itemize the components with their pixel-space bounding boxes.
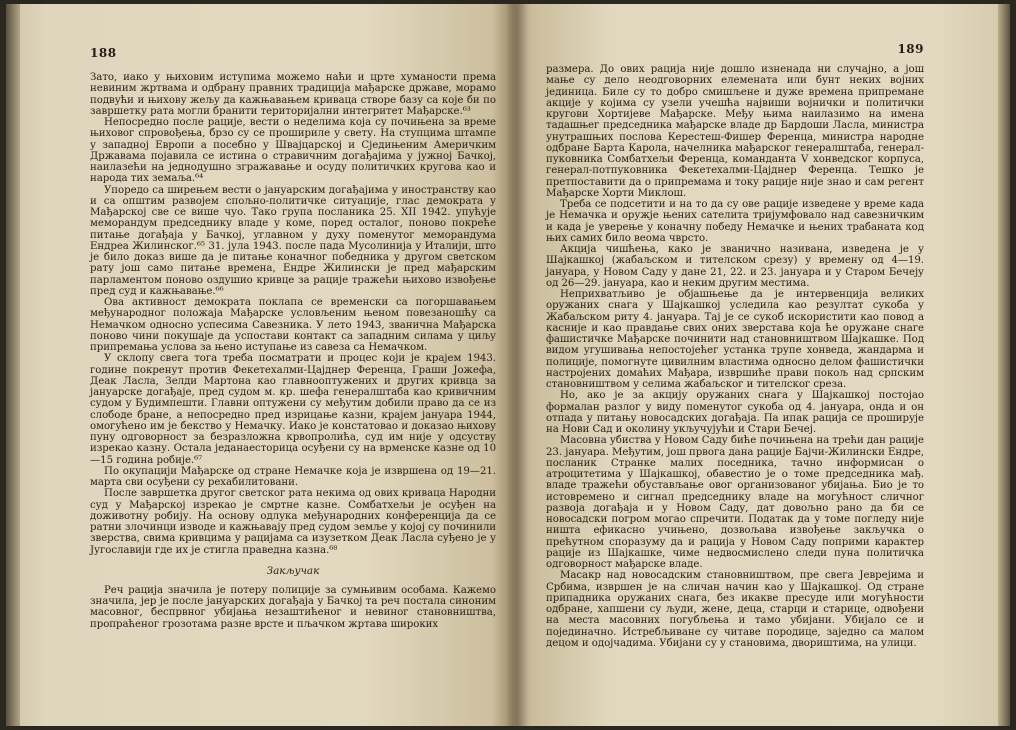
paragraph: Зато, иако у њиховим иступима можемо наћи и црте хуманости према невиним жртвама и одбрану правних традиција мађарске државе, морамо подвући и њихову жељу да кажњавањем криваца створе базу са које би по завршетку рата могли бранити територијални интегритет Мађарске.⁶³: [90, 72, 496, 117]
right-page: [512, 4, 1010, 726]
paragraph: Непосредно после рације, вести о неделима која су почињена за време њиховог спровођења, брзо су се прошириле у свету. На ступцима штампе у западној Европи а посебно у Швајцарској и Сједињеним Америчким Државама појавила се истина о стравичним догађајима у јужној Бачкој, наилазећи на једнодушно згражавање и осуду политичких кругова као и народа тих земаља.⁶⁴: [90, 117, 496, 185]
paragraph: По окупацији Мађарске од стране Немачке која је извршена од 19—21. марта сви осуђени су рехабилитовани.: [90, 465, 496, 488]
page-number-left: 188: [90, 46, 117, 60]
paragraph: После завршетка другог светског рата некима од ових криваца Народни суд у Мађарској изрекао је смртне казне. Сомбатхељи је осуђен на доживотну робију. На основу одлука међународних конференција да се ратни злочинци изводе и кажњавају пред судом земље у којој су починили зверства, свима кривцима у рацијама са изузетком Деак Ласла суђено је у Југославији где их је стигла праведна казна.⁶⁸: [90, 488, 496, 556]
left-page-text: [90, 72, 496, 630]
paragraph: Ова активност демократа поклапа се временски са погоршавањем међународног положаја Мађарске условљеним њеном повезаношћу са Немачком односно успесима Савезника. У лето 1943, званична Мађарска поново чини покушаје да успостави контакт са западним силама у циљу припремања услова за њено иступање из савеза са Немачком.: [90, 297, 496, 353]
paragraph: Реч рација значила је потеру полиције за сумњивим особама. Кажемо значила, јер је после јануарских догађаја у Бачкој та реч постала синоним масовног, беспрвног убијања незаштићеног и невиног становништва, пропраћеног грозотама разне врсте и пљачком жртава широких: [90, 584, 496, 630]
paragraph: Неприхватљиво је објашњење да је интервенција великих оружаних снага у Шајкашкој уследила као резултат сукоба у Жабаљском риту 4. јануара. Тај је се сукоб искористити као повод а касније и као правдање свих оних зверстава која ће оружане снаге фашистичке Мађарске починити над становништвом Шајкашке. Под видом угушивања непостојећег устанка трупе хонведа, жандарма и полиције, помогнуте цивилним властима односно делом фашистички настројених домаћих Мађара, извршиће прави покољ над српским становништвом у селима жабаљског и тителског среза.: [546, 289, 924, 390]
right-page-text: [546, 64, 924, 649]
paragraph: Масакр над новосадским становништвом, пре свега Јеврејима и Србима, извршен је на сличан начин као у Шајкашкој. Од стране припадника оружаних снага, без икакве пресуде или могућности одбране, хапшени су људи, жене, деца, старци и старице, одвођени на места масовних погубљења и тамо убијани. Убијало се и појединачно. Истребљиване су читаве породице, заједно са малом децом и одојчадима. Убијани су у становима, двориштима, на улици.: [546, 570, 924, 649]
paragraph: размера. До ових рација није дошло изненада ни случајно, а још мање су дело неодговорних елемената или бунт неких војних јединица. Биле су то добро смишљене и дуже времена припремане акције у којима су узели учешћа највиши војнички и политички кругови Хортијеве Мађарске. Међу њима наилазимо на имена тадашњег председника мађарске владе др Бардоши Ласла, министра унутрашњих послова Керестеш-Фишер Ференца, министра народне одбране Барта Карола, начелника мађарског генералштаба, генерал-пуковника Сомбатхељи Ференца, команданта V хонведског корпуса, генерал-потпуковника Фекетехалми-Цајднер Ференца. Тешко је претпоставити да о припремама и току рације није знао и сам регент Мађарске Хорти Миклош.: [546, 64, 924, 199]
section-heading: Закључак: [266, 564, 320, 577]
right-page-edge: [998, 4, 1010, 726]
left-page-edge: [6, 4, 20, 726]
paragraph: У склопу свега тога треба посматрати и процес који је крајем 1943. године покренут против Фекетехалми-Цајднер Ференца, Граши Јожефа, Деак Ласла, Зелди Мартона као главнооптужених и других кривца за јануарске догађаје, пред судом м. кр. шефа генералштаба као кривичним судом у Будимпешти. Главни оптужени су међутим добили право да се из слободе бране, а непосредно пред изрицање казни, крајем јануара 1944, омогућено им је бекство у Немачку. Иако је констатовао и доказао њихову пуну одговорност за безразложна крвопролића, суд им није у одсуству изрекао казну. Остала једанаесторица осуђени су на врменске казне од 10—15 година робије.⁶⁷: [90, 353, 496, 466]
paragraph: Треба се подсетити и на то да су ове рације изведене у време када је Немачка и оружје њених сателита тријумфовало над савезничким и када је уверење у коначну победу Немачке и њених трабаната код њих самих било веома чврсто.: [546, 199, 924, 244]
book-spread: [6, 4, 1010, 726]
paragraph: Упоредо са ширењем вести о јануарским догађајима у иностранству као и са општим развојем спољно-политичке ситуације, глас демократа у Мађарској све се више чуо. Тако група посланика 25. XII 1942. упућује меморандум председнику владе у коме, поред осталог, поново покреће питање догађаја у Бачкој, углавном у духу поменутог меморандума Ендреа Жилинског.⁶⁵ 31. јула 1943. после пада Мусолинија у Италији, што је било доказ више да је питање коначног победника у другом светском рату још само питање времена, Ендре Жилински је пред мађарским парламентом поново оздушио кривце за рације тражећи њихово извођење пред суд и кажњавање.⁶⁶: [90, 184, 496, 297]
paragraph: Но, ако је за акцију оружаних снага у Шајкашкој постојао формалан разлог у виду поменутог сукоба од 4. јануара, онда и он отпада у питању новосадских догађаја. Па ипак рација се проширује на Нови Сад и околину укључујући и Стари Бечеј.: [546, 390, 924, 435]
left-page: [6, 4, 512, 726]
page-number-right: 189: [897, 42, 924, 56]
paragraph: Акција чишћења, како је званично називана, изведена је у Шајкашкој (жабаљском и тителском срезу) у времену од 4—19. јануара, у Новом Саду у дане 21, 22. и 23. јануара и у Старом Бечеју од 26—29. јануара, као и неким другим местима.: [546, 244, 924, 289]
paragraph: Масовна убиства у Новом Саду биће почињена на трећи дан рације 23. јануара. Међутим, још првога дана рације Бајчи-Жилински Ендре, посланик Странке малих поседника, тачно информисан о атроцитетима у Шајкашкој, обавестио је о томе председника мађ. владе тражећи обустављање овог организованог убијања. Био је то истовремено и сигнал председнику владе на могућност сличног развоја догађаја и у Новом Саду, дат довољно рано да би се новосадски погром могао спречити. Податак да у томе погледу није ништа ефикасно учињено, дозвољава извођење закључка о прећутном споразуму да и рација у Новом Саду поприми карактер рације из Шајкашке, чиме недвосмислено следи пуна политичка одговорност мађарске владе.: [546, 435, 924, 570]
